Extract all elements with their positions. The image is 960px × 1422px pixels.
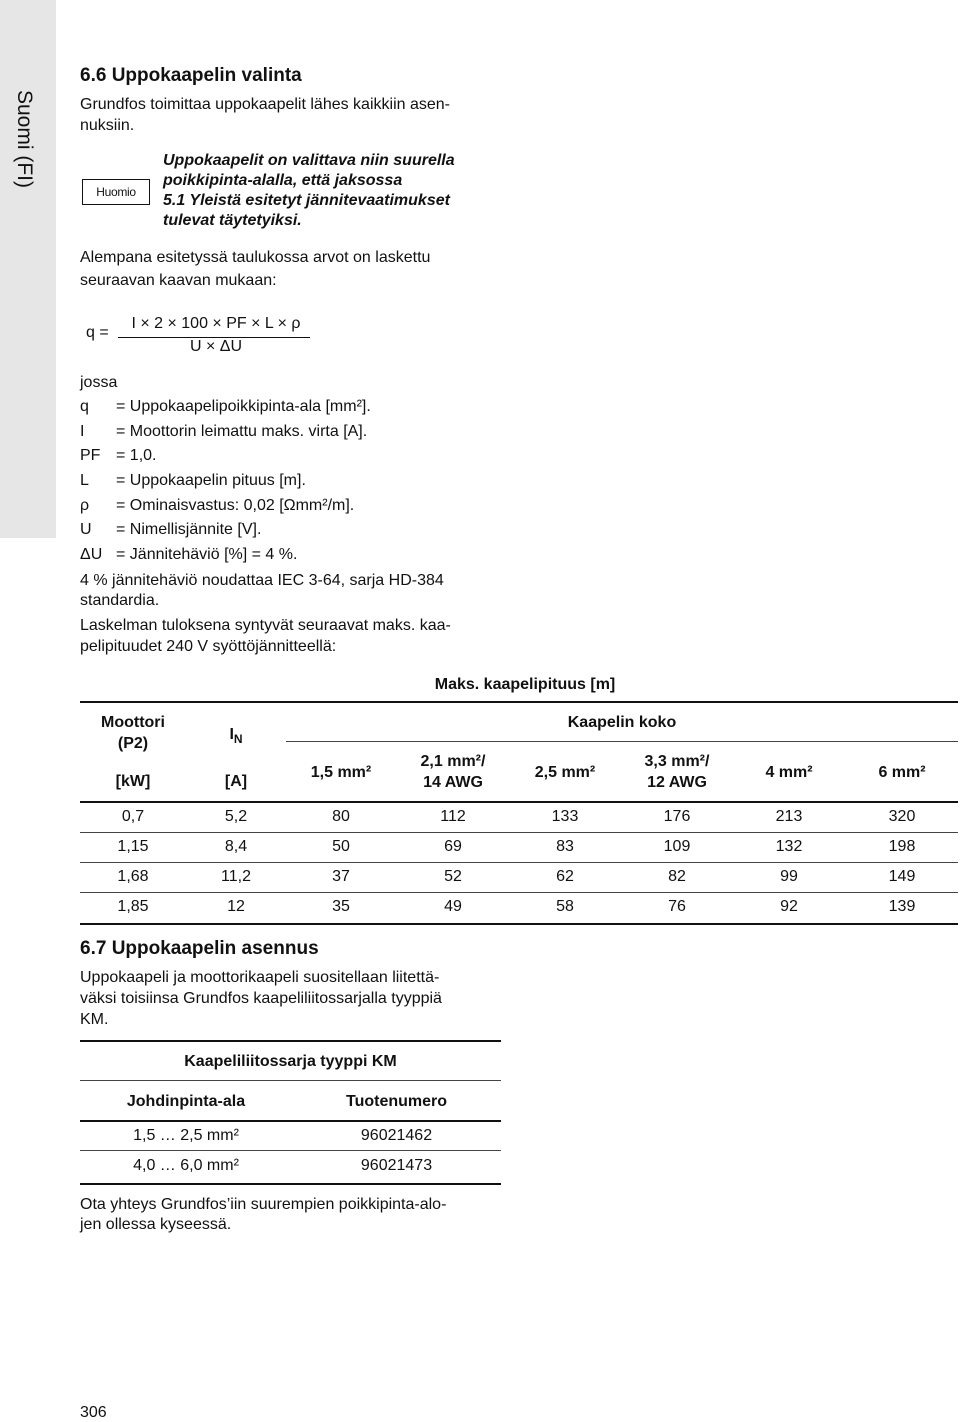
cell-max-length: 92	[780, 898, 798, 915]
cell-max-length: 76	[668, 898, 686, 915]
col-motor-unit: [kW]	[115, 773, 151, 790]
cable-size-header: Kaapelin koko	[567, 714, 677, 731]
table-row-rule	[80, 892, 958, 893]
size-header: 2,1 mm²/	[420, 753, 486, 770]
standard-note-line-2: standardia.	[80, 592, 160, 609]
note-line: tulevat täytetyiksi.	[163, 212, 302, 229]
formula-lhs: q =	[86, 324, 109, 341]
definition-text: = 1,0.	[116, 447, 157, 464]
size-header: 2,5 mm²	[534, 764, 596, 781]
result-line-2: pelipituudet 240 V syöttöjännitteellä:	[80, 638, 337, 655]
definition-symbol: q	[80, 398, 89, 415]
cell-motor-power: 0,7	[121, 808, 145, 825]
cell-max-length: 139	[888, 898, 916, 915]
section-67-heading: 6.7 Uppokaapelin asennus	[80, 938, 319, 959]
cell-motor-power: 1,68	[117, 868, 149, 885]
closing-line-2: jen ollessa kyseessä.	[80, 1216, 232, 1233]
cable-size-rule	[286, 741, 958, 742]
note-line: 5.1 Yleistä esitetyt jännitevaatimukset	[163, 192, 450, 209]
note-label-box: Huomio	[82, 179, 150, 205]
formula-intro-line-1: Alempana esitetyssä taulukossa arvot on laskettu	[80, 249, 431, 266]
cell-rated-current: 5,2	[224, 808, 248, 825]
install-line-2: väksi toisiinsa Grundfos kaapeliliitossarjalla tyyppiä	[80, 990, 442, 1007]
cell-max-length: 176	[663, 808, 691, 825]
page-number: 306	[80, 1404, 107, 1421]
size-header: 4 mm²	[765, 764, 813, 781]
cell-max-length: 35	[332, 898, 350, 915]
cell-max-length: 62	[556, 868, 574, 885]
km-cell-product-number: 96021473	[360, 1157, 433, 1174]
km-table-title: Kaapeliliitossarja tyyppi KM	[184, 1053, 397, 1070]
cell-max-length: 112	[440, 808, 466, 825]
col-in-symbol: I	[229, 726, 234, 743]
km-row-rule	[80, 1150, 501, 1151]
size-header-line-2: 12 AWG	[647, 774, 707, 791]
km-header-rule	[80, 1120, 501, 1122]
definition-text: = Jännitehäviö [%] = 4 %.	[116, 546, 298, 563]
formula-denominator: U × ΔU	[189, 338, 243, 355]
size-header-line-2: 14 AWG	[423, 774, 483, 791]
cell-rated-current: 8,4	[224, 838, 248, 855]
result-line-1: Laskelman tuloksena syntyvät seuraavat maks. kaa-	[80, 617, 451, 634]
intro-line-1: Grundfos toimittaa uppokaapelit lähes kaikkiin asen-	[80, 96, 450, 113]
size-header: 1,5 mm²	[310, 764, 372, 781]
cell-max-length: 320	[888, 808, 916, 825]
cell-max-length: 69	[444, 838, 462, 855]
table-header-rule	[80, 801, 958, 803]
table-top-rule	[80, 701, 958, 703]
cell-max-length: 149	[888, 868, 916, 885]
cell-max-length: 52	[444, 868, 462, 885]
definitions-intro: jossa	[80, 374, 118, 391]
cell-max-length: 49	[444, 898, 462, 915]
closing-line-1: Ota yhteys Grundfos’iin suurempien poikkipinta-alo-	[80, 1196, 447, 1213]
cell-max-length: 109	[663, 838, 691, 855]
cell-max-length: 80	[332, 808, 350, 825]
km-col-conductor: Johdinpinta-ala	[126, 1093, 246, 1110]
cell-max-length: 198	[888, 838, 916, 855]
definition-symbol: ρ	[80, 497, 90, 514]
cell-max-length: 132	[775, 838, 803, 855]
side-tab-label: Suomi (FI)	[13, 90, 36, 189]
km-col-product-number: Tuotenumero	[345, 1093, 448, 1110]
size-header: 6 mm²	[878, 764, 926, 781]
intro-line-2: nuksiin.	[80, 117, 135, 134]
definition-text: = Moottorin leimattu maks. virta [A].	[116, 423, 368, 440]
cell-motor-power: 1,85	[117, 898, 149, 915]
cell-max-length: 133	[551, 808, 579, 825]
cell-max-length: 37	[332, 868, 350, 885]
definition-symbol: ΔU	[80, 546, 103, 563]
section-66-heading: 6.6 Uppokaapelin valinta	[80, 65, 302, 86]
col-in-unit: [A]	[224, 773, 248, 790]
table-row-rule	[80, 862, 958, 863]
col-in-header	[186, 725, 286, 749]
definition-symbol: PF	[80, 447, 101, 464]
note-line: poikkipinta-alalla, että jaksossa	[163, 172, 403, 189]
cell-max-length: 82	[668, 868, 686, 885]
definition-text: = Nimellisjännite [V].	[116, 521, 262, 538]
col-in-subscript: N	[233, 732, 243, 747]
cell-max-length: 50	[332, 838, 350, 855]
standard-note-line-1: 4 % jännitehäviö noudattaa IEC 3-64, sarja HD-384	[80, 572, 444, 589]
install-line-3: KM.	[80, 1011, 109, 1028]
col-motor-header-line-2: (P2)	[117, 735, 149, 752]
formula-numerator: I × 2 × 100 × PF × L × ρ	[131, 315, 301, 332]
cell-rated-current: 12	[227, 898, 245, 915]
note-line: Uppokaapelit on valittava niin suurella	[163, 152, 455, 169]
size-header: 3,3 mm²/	[644, 753, 710, 770]
definition-text: = Uppokaapelipoikkipinta-ala [mm²].	[116, 398, 371, 415]
col-motor-header-line-1: Moottori	[101, 714, 165, 731]
install-line-1: Uppokaapeli ja moottorikaapeli suositellaan liitettä-	[80, 969, 440, 986]
table-row-rule	[80, 832, 958, 833]
km-cell-conductor: 1,5 … 2,5 mm²	[133, 1127, 239, 1144]
cell-max-length: 58	[556, 898, 574, 915]
km-bottom-rule	[80, 1183, 501, 1185]
definition-symbol: L	[80, 472, 89, 489]
km-title-rule	[80, 1080, 501, 1081]
formula-intro-line-2: seuraavan kaavan mukaan:	[80, 272, 277, 289]
note-text	[163, 151, 503, 231]
side-language-tab	[0, 0, 56, 538]
definition-text: = Uppokaapelin pituus [m].	[116, 472, 306, 489]
definition-text: = Ominaisvastus: 0,02 [Ωmm²/m].	[116, 497, 355, 514]
km-cell-product-number: 96021462	[360, 1127, 433, 1144]
definition-symbol: I	[80, 423, 85, 440]
table-bottom-rule	[80, 923, 958, 925]
cell-max-length: 99	[780, 868, 798, 885]
definition-symbol: U	[80, 521, 92, 538]
km-cell-conductor: 4,0 … 6,0 mm²	[133, 1157, 239, 1174]
cell-rated-current: 11,2	[221, 868, 251, 885]
table-super-header: Maks. kaapelipituus [m]	[434, 676, 616, 693]
cell-motor-power: 1,15	[117, 838, 149, 855]
cell-max-length: 83	[556, 838, 574, 855]
km-top-rule	[80, 1040, 501, 1042]
cell-max-length: 213	[775, 808, 803, 825]
